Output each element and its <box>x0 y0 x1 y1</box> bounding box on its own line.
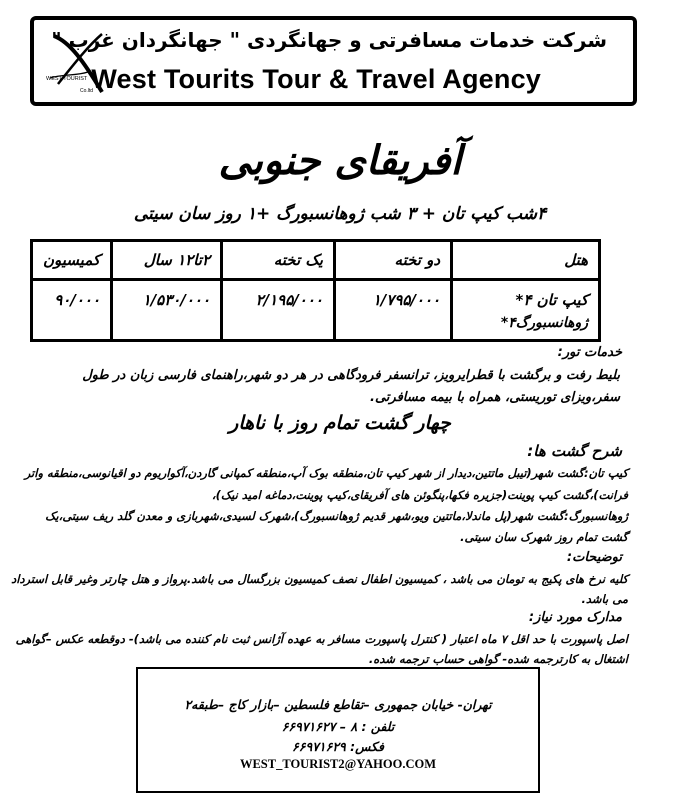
price-table <box>30 239 601 342</box>
company-name-en: West Tourits Tour & Travel Agency <box>91 64 541 94</box>
package-subtitle: ۴شب کیپ تان + ۳ شب ژوهانسبورگ +۱ روز سان سیتی <box>133 204 547 224</box>
contact-email[interactable]: WEST_TOURIST2@YAHOO.COM <box>239 757 437 771</box>
svg-text:Co.ltd: Co.ltd <box>80 88 94 94</box>
price-single: ۲/۱۹۵/۰۰۰ <box>222 280 335 341</box>
services-heading: خدمات تور: <box>557 345 622 360</box>
column-header-hotel: هتل <box>452 241 600 280</box>
hotel-cape-town: کیپ تان ۴* <box>515 291 588 309</box>
documents-line-2: اشتغال به کارترجمه شده- گواهی حساب ترجمه شده. <box>368 652 628 666</box>
tours-heading: شرح گشت ها: <box>527 442 622 460</box>
page-title: آفریقای جنوبی <box>218 138 462 184</box>
contact-address: تهران- خیابان جمهوری –تقاطع فلسطین –بازار کاج –طبقه۲ <box>184 697 492 712</box>
tours-line-4: گشت تمام روز شهرک سان سیتی. <box>460 530 628 544</box>
column-header-commission: کمیسیون <box>32 241 112 280</box>
svg-text:WEST TOURIST: WEST TOURIST <box>46 76 88 82</box>
table-row <box>32 280 600 341</box>
contact-phone: تلفن : ۸ – ۶۶۹۷۱۶۲۷ <box>281 719 395 734</box>
header-box <box>30 16 637 106</box>
column-header-child: ۲تا۱۲ سال <box>112 241 222 280</box>
hotel-johannesburg: ژوهانسبورگ۴* <box>500 315 588 331</box>
table-header-row <box>32 241 600 280</box>
contact-box <box>136 667 540 793</box>
contact-fax: فکس: ۶۶۹۷۱۶۲۹ <box>292 739 384 754</box>
price-child: ۱/۵۳۰/۰۰۰ <box>112 280 222 341</box>
lunch-note: چهار گشت تمام روز با ناهار <box>229 412 451 434</box>
tours-line-3: ژوهانسبورگ:گشت شهر(پل ماندلا،ماتتین ویو،شهر قدیم ژوهانسبورگ)،شهرک لسیدی،شهربازی و معدن گلد ریف سیتی،یک <box>45 509 628 523</box>
documents-line-1: اصل پاسپورت با حد اقل ۷ ماه اعتبار ( کنترل پاسپورت مسافر به عهده آژانس ثبت نام کننده می باشد)- دوقطعه عکس –گواهی <box>15 632 628 646</box>
documents-heading: مدارک مورد نیاز: <box>528 610 622 625</box>
column-header-double: دو تخته <box>334 241 451 280</box>
services-line-2: سفر،ویزای توریستی، همراه با بیمه مسافرتی. <box>370 390 620 405</box>
notes-heading: توضیحات: <box>566 550 622 565</box>
company-name-fa: شرکت خدمات مسافرتی و جهانگردی " جهانگردان غرب " <box>51 28 607 52</box>
price-double: ۱/۷۹۵/۰۰۰ <box>334 280 451 341</box>
services-line-1: بلیط رفت و برگشت با قطرایرویز، ترانسفر فرودگاهی در هر دو شهر،راهنمای فارسی زبان در طول <box>82 368 620 383</box>
price-commission: ۹۰/۰۰۰ <box>32 280 112 341</box>
column-header-single: یک تخته <box>222 241 335 280</box>
notes-line-1: کلیه نرخ های پکیج به تومان می باشد ، کمیسیون اطفال نصف کمیسیون بزرگسال می باشد.پرواز و هتل چارتر وغیر قابل استرداد <box>11 572 628 586</box>
notes-line-2: می باشد. <box>581 592 628 606</box>
tours-line-1: کیپ تان:گشت شهر(تیبل ماتتین،دیدار از شهر کیپ تان،منطقه بوک آپ،منطقه کمپانی گاردن،آکواریوم دو اقیانوسی،منطقه واتر <box>24 466 628 480</box>
hotel-cell <box>452 280 600 341</box>
tours-line-2: فرانت)،گشت کیپ پوینت(جزیره فکها،پنگوئن های آفریقای،کیپ پوینت،دماغه امید نیک)، <box>211 488 628 502</box>
